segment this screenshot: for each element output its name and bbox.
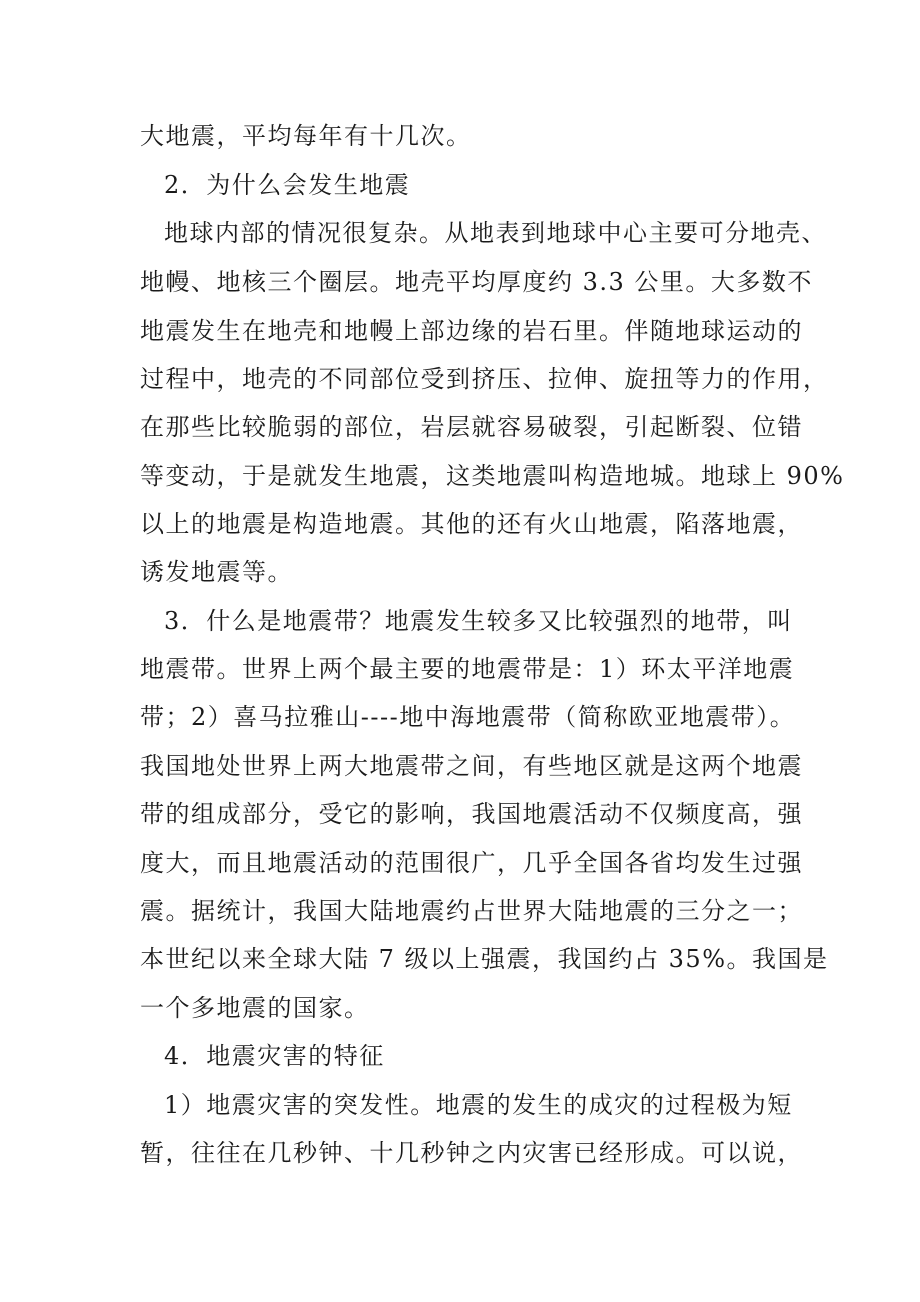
text-line-12: 地震带。世界上两个最主要的地震带是：1）环太平洋地震: [140, 655, 795, 683]
section-heading-2: 2．为什么会发生地震: [164, 171, 411, 199]
text-line-13: 带；2）喜马拉雅山----地中海地震带（简称欧亚地震带）。: [140, 703, 796, 731]
text-line-5: 地震发生在地壳和地幔上部边缘的岩石里。伴随地球运动的: [140, 317, 803, 345]
text-line-22: 暂，往往在几秒钟、十几秒钟之内灾害已经形成。可以说，: [140, 1139, 803, 1167]
text-line-16: 度大，而且地震活动的范围很广，几乎全国各省均发生过强: [140, 849, 803, 877]
text-line-4: 地幔、地核三个圈层。地壳平均厚度约 3.3 公里。大多数不: [140, 268, 813, 296]
text-line-3: 地球内部的情况很复杂。从地表到地球中心主要可分地壳、: [164, 219, 827, 247]
text-line-10: 诱发地震等。: [140, 558, 293, 586]
section-heading-4: 4．地震灾害的特征: [164, 1042, 385, 1070]
text-line-6: 过程中，地壳的不同部位受到挤压、拉伸、旋扭等力的作用，: [140, 365, 829, 393]
text-line-15: 带的组成部分，受它的影响，我国地震活动不仅频度高，强: [140, 800, 803, 828]
section-heading-3: 3．什么是地震带？地震发生较多又比较强烈的地带，叫: [164, 607, 793, 635]
text-line-17: 震。据统计，我国大陆地震约占世界大陆地震的三分之一；: [140, 897, 803, 925]
text-line-18: 本世纪以来全球大陆 7 级以上强震，我国约占 35%。我国是: [140, 945, 829, 973]
text-line-9: 以上的地震是构造地震。其他的还有火山地震，陷落地震，: [140, 510, 803, 538]
text-line-19: 一个多地震的国家。: [140, 994, 370, 1022]
text-line-14: 我国地处世界上两大地震带之间，有些地区就是这两个地震: [140, 752, 803, 780]
text-line-7: 在那些比较脆弱的部位，岩层就容易破裂，引起断裂、位错: [140, 413, 803, 441]
text-line-8: 等变动，于是就发生地震，这类地震叫构造地城。地球上 90%: [140, 462, 845, 490]
text-line-1: 大地震，平均每年有十几次。: [140, 122, 472, 150]
text-line-21: 1）地震灾害的突发性。地震的发生的成灾的过程极为短: [164, 1091, 793, 1119]
